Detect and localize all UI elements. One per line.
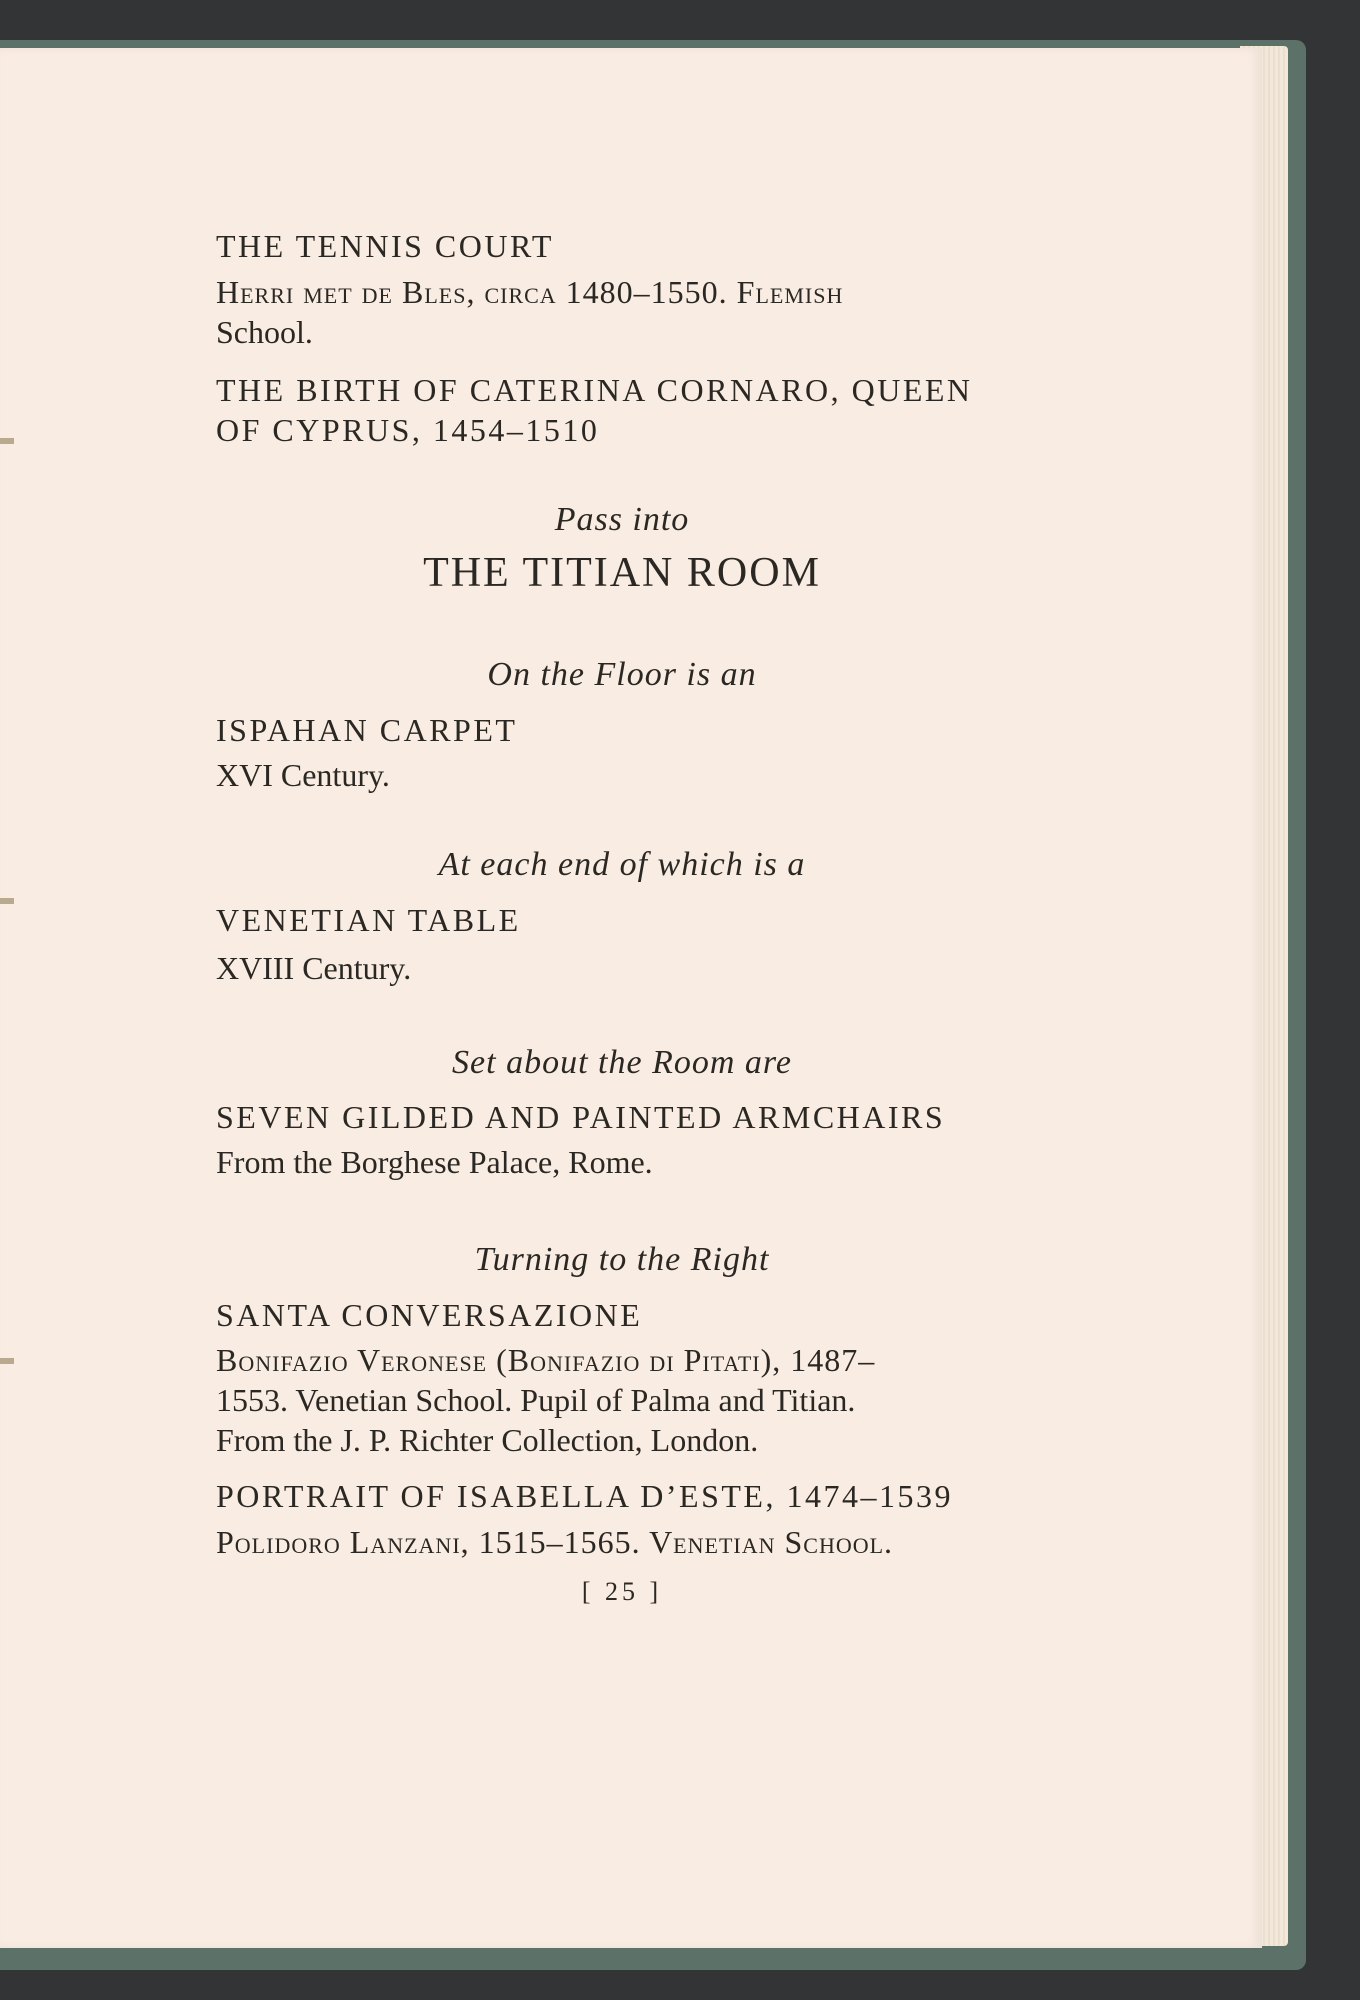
entry-title-venetian-table: VENETIAN TABLE [216, 902, 521, 938]
entry-century-carpet: XVI Century. [216, 757, 390, 793]
direction-set-about: Set about the Room are [452, 1044, 792, 1081]
direction-turning-right: Turning to the Right [474, 1241, 770, 1278]
entry-title-birth-caterina-line1: THE BIRTH OF CATERINA CORNARO, QUEEN [216, 372, 973, 408]
entry-title-isabella-deste: PORTRAIT OF ISABELLA D’ESTE, 1474–1539 [216, 1478, 953, 1514]
entry-title-ispahan-carpet: ISPAHAN CARPET [216, 712, 518, 748]
direction-each-end: At each end of which is a [438, 846, 806, 883]
binding-mark [0, 438, 14, 444]
entry-title-birth-caterina-line2: OF CYPRUS, 1454–1510 [216, 412, 600, 448]
entry-title-santa-conversazione: SANTA CONVERSAZIONE [216, 1297, 643, 1333]
binding-mark [0, 1358, 14, 1364]
entry-title-armchairs: SEVEN GILDED AND PAINTED ARMCHAIRS [216, 1099, 946, 1135]
entry-source-richter: From the J. P. Richter Collection, London. [216, 1422, 759, 1458]
entry-artist-bonifazio-school: 1553. Venetian School. Pupil of Palma and Titian. [216, 1382, 856, 1418]
entry-artist-school: School. [216, 314, 313, 350]
direction-on-floor: On the Floor is an [487, 656, 757, 693]
page-number: [ 25 ] [581, 1577, 663, 1606]
binding-mark [0, 898, 14, 904]
entry-century-table: XVIII Century. [216, 950, 412, 986]
entry-title-tennis-court: THE TENNIS COURT [216, 228, 554, 264]
direction-pass-into: Pass into [554, 501, 690, 538]
entry-artist-herri-met-de-bles: Herri met de Bles, circa 1480–1550. Flemish [216, 274, 844, 310]
room-heading: THE TITIAN ROOM [423, 550, 821, 596]
entry-source-borghese: From the Borghese Palace, Rome. [216, 1144, 653, 1180]
entry-artist-polidoro: Polidoro Lanzani, 1515–1565. Venetian School. [216, 1524, 894, 1560]
entry-artist-bonifazio: Bonifazio Veronese (Bonifazio di Pitati), 1487– [216, 1342, 876, 1378]
